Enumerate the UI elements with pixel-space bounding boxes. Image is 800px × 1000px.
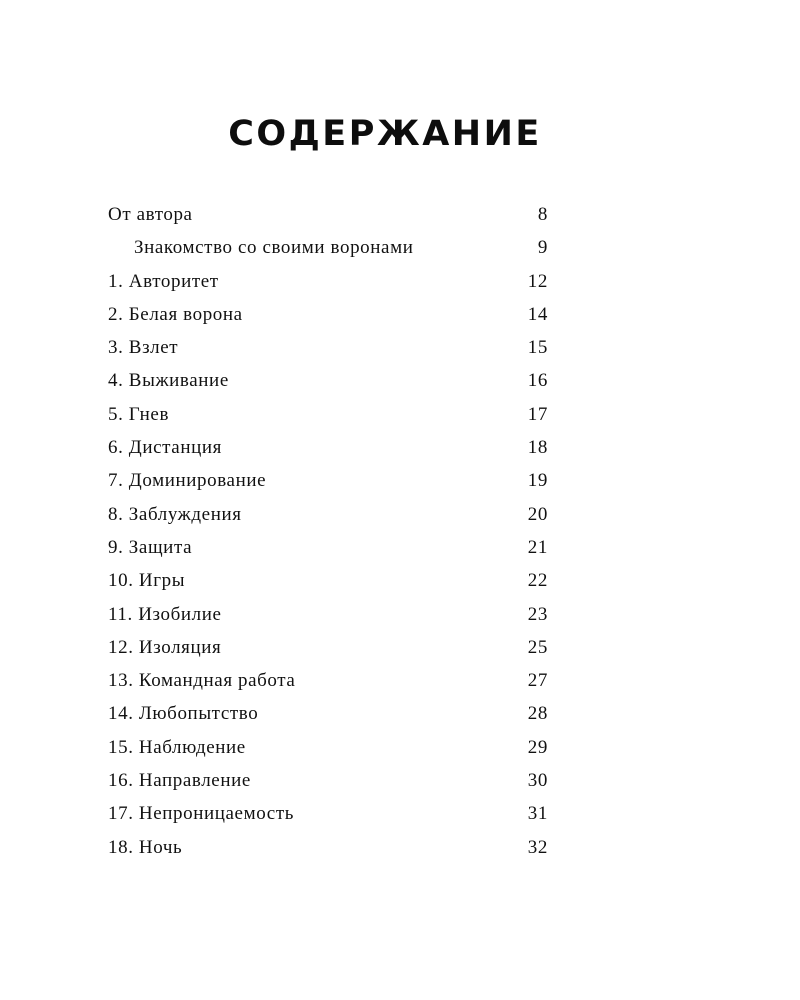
- toc-page-number: 25: [527, 636, 548, 658]
- toc-page-number: 12: [527, 270, 548, 292]
- toc-page-number: 27: [527, 670, 548, 692]
- toc-entry-title: 16. Направление: [108, 770, 251, 792]
- toc-page-number: 32: [527, 836, 548, 858]
- toc-entry-title: 1. Авторитет: [108, 270, 219, 292]
- toc-entry: [108, 797, 548, 830]
- toc-entry-title: 14. Любопытство: [108, 703, 259, 725]
- toc-entry: [108, 431, 548, 464]
- toc-entry: [108, 664, 548, 697]
- toc-entry: [108, 631, 548, 664]
- toc-entry: [108, 298, 548, 331]
- toc-page-number: 22: [527, 570, 548, 592]
- toc-entry-title: 8. Заблуждения: [108, 503, 242, 525]
- toc-entry-title: 7. Доминирование: [108, 470, 267, 492]
- table-of-contents: [108, 198, 548, 864]
- toc-entry: [108, 231, 548, 264]
- toc-page-number: 14: [527, 303, 548, 325]
- toc-entry: [108, 464, 548, 497]
- toc-entry: [108, 598, 548, 631]
- toc-entry: [108, 697, 548, 730]
- toc-entry: [108, 498, 548, 531]
- toc-entry-title: Знакомство со своими воронами: [134, 237, 414, 259]
- toc-page-number: 9: [537, 237, 548, 259]
- toc-entry-title: От автора: [108, 204, 193, 225]
- toc-entry: [108, 398, 548, 431]
- toc-entry: [108, 564, 548, 597]
- toc-entry-title: 18. Ночь: [108, 836, 183, 858]
- toc-page-number: 15: [527, 337, 548, 359]
- toc-entry-title: 6. Дистанция: [108, 437, 222, 459]
- toc-page-number: 29: [527, 736, 548, 758]
- toc-entry-title: 11. Изобилие: [108, 603, 222, 625]
- toc-page-number: 30: [527, 770, 548, 792]
- toc-entry: [108, 265, 548, 298]
- toc-entry: [108, 831, 548, 864]
- toc-page-number: 18: [527, 437, 548, 459]
- toc-entry: [108, 198, 548, 231]
- toc-page-number: 21: [527, 536, 548, 558]
- toc-page-number: 16: [527, 370, 548, 392]
- toc-page-number: 8: [537, 204, 548, 225]
- toc-page-number: 17: [527, 403, 548, 425]
- toc-page-number: 23: [527, 603, 548, 625]
- page-title: СОДЕРЖАНИЕ: [228, 114, 542, 154]
- toc-entry-title: 5. Гнев: [108, 403, 170, 425]
- toc-entry-title: 3. Взлет: [108, 337, 179, 359]
- toc-entry: [108, 731, 548, 764]
- toc-entry: [108, 764, 548, 797]
- toc-entry-title: 13. Командная работа: [108, 670, 296, 692]
- toc-page-number: 20: [527, 503, 548, 525]
- toc-entry: [108, 531, 548, 564]
- toc-entry-title: 10. Игры: [108, 570, 186, 592]
- toc-page-number: 31: [527, 803, 548, 825]
- toc-page-number: 19: [527, 470, 548, 492]
- toc-entry-title: 12. Изоляция: [108, 636, 222, 658]
- toc-entry: [108, 364, 548, 397]
- toc-entry-title: 2. Белая ворона: [108, 303, 243, 325]
- toc-entry-title: 15. Наблюдение: [108, 736, 246, 758]
- toc-entry-title: 17. Непроницаемость: [108, 803, 294, 825]
- toc-entry: [108, 331, 548, 364]
- toc-page-number: 28: [527, 703, 548, 725]
- toc-entry-title: 9. Защита: [108, 536, 193, 558]
- toc-entry-title: 4. Выживание: [108, 370, 229, 392]
